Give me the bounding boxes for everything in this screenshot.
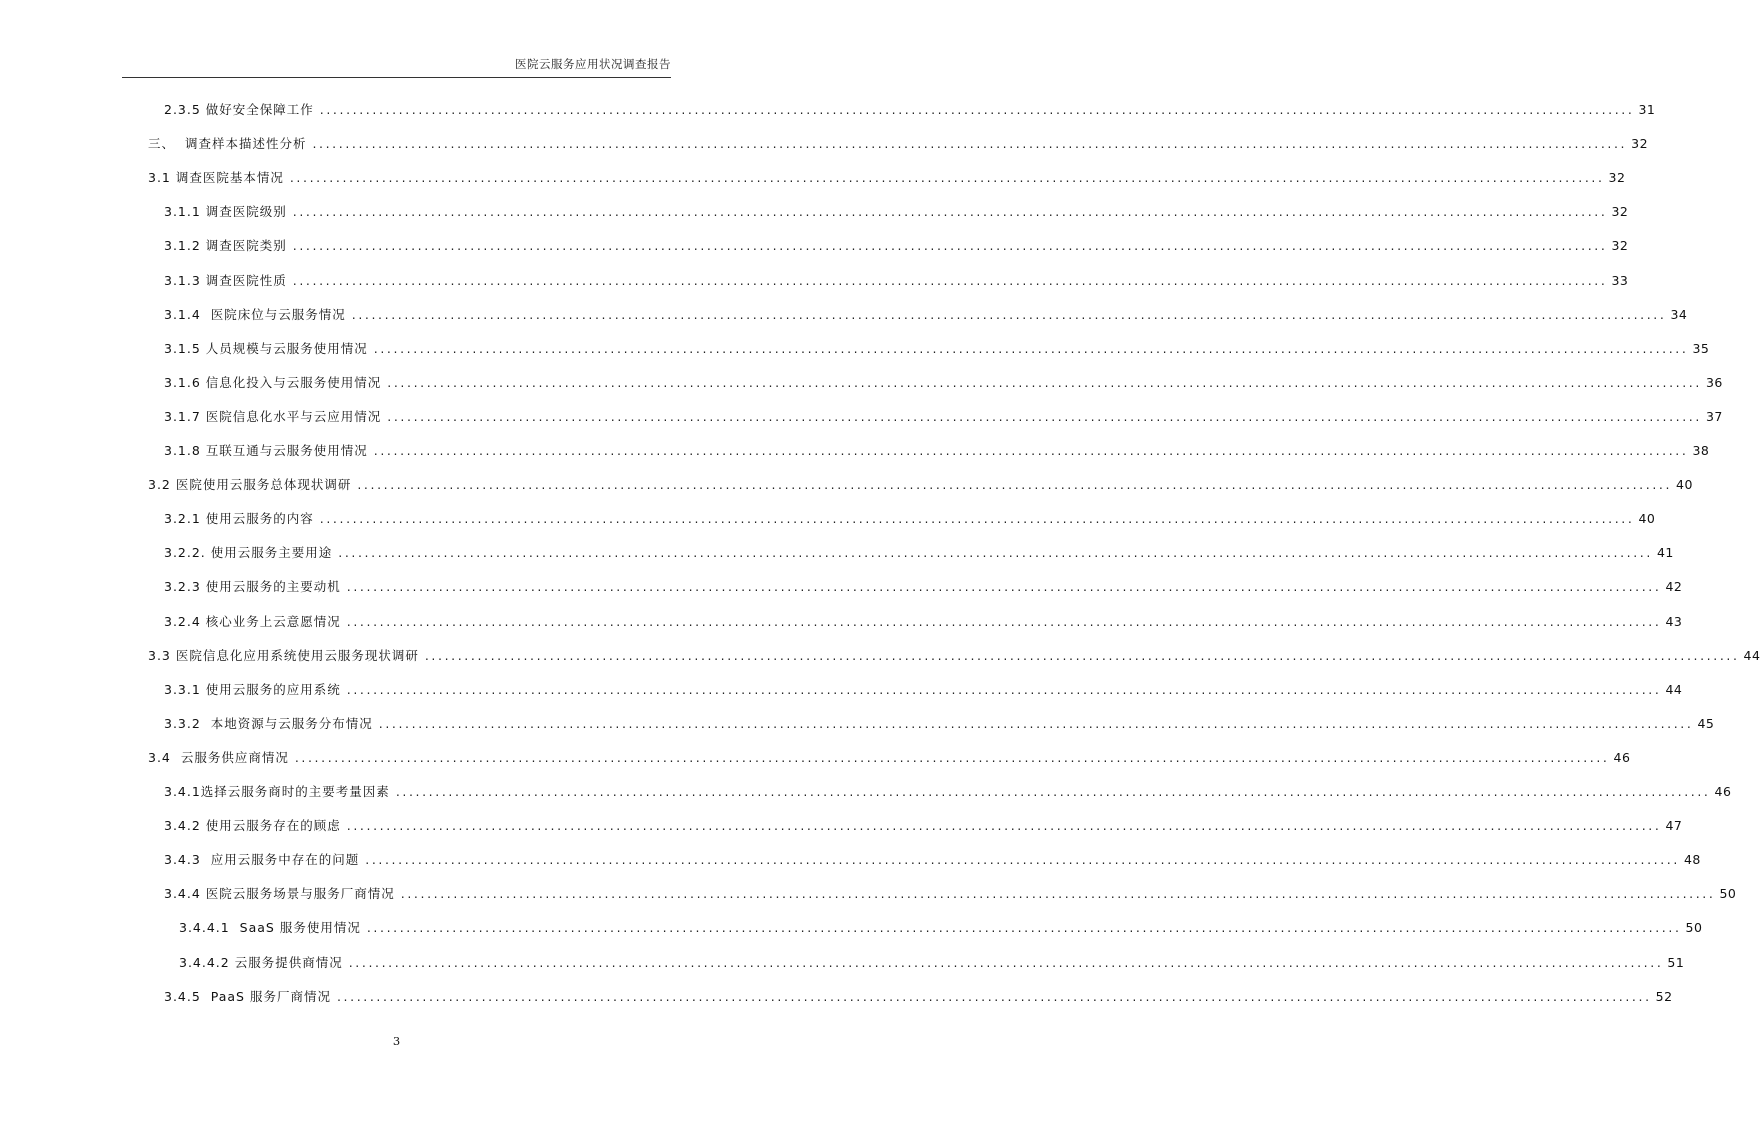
toc-dot-leader: ........................................................................................................................................................................................................: [346, 579, 1662, 595]
toc-dot-leader: ........................................................................................................................................................................................................: [289, 170, 1605, 186]
toc-entry[interactable]: [0, 134, 1649, 156]
toc-entry-page: 50: [1719, 886, 1737, 902]
toc-entry[interactable]: [0, 339, 1710, 361]
toc-entry[interactable]: [0, 100, 1656, 122]
toc-entry-page: 32: [1631, 136, 1649, 152]
toc-entry-page: 38: [1692, 443, 1710, 458]
toc-dot-leader: ........................................................................................................................................................................................................: [338, 545, 1653, 561]
toc-entry-label: 3.4.2 使用云服务存在的顾虑: [164, 818, 341, 834]
toc-dot-leader: ........................................................................................................................................................................................................: [292, 272, 1608, 288]
toc-entry-label: 3.4 云服务供应商情况: [148, 749, 289, 765]
toc-entry-page: 42: [1665, 579, 1683, 595]
toc-entry[interactable]: [0, 373, 1723, 395]
toc-dot-leader: ........................................................................................................................................................................................................: [387, 408, 1702, 424]
toc-entry[interactable]: [0, 577, 1683, 599]
toc-entry-page: 32: [1611, 238, 1629, 254]
toc-entry-page: 46: [1714, 784, 1732, 799]
toc-dot-leader: ........................................................................................................................................................................................................: [336, 988, 1652, 1004]
toc-entry-label: 3.1.8 互联互通与云服务使用情况: [164, 443, 368, 458]
toc-entry-label: 3.1.3 调查医院性质: [164, 272, 287, 288]
toc-entry[interactable]: [0, 168, 1626, 190]
toc-entry-label: 2.3.5 做好安全保障工作: [164, 102, 314, 117]
toc-entry-page: 37: [1705, 408, 1723, 424]
toc-entry-page: 44: [1665, 681, 1683, 697]
toc-entry[interactable]: [0, 441, 1710, 463]
toc-dot-leader: ........................................................................................................................................................................................................: [387, 374, 1702, 390]
toc-entry-page: 32: [1611, 204, 1629, 220]
toc-entry-label: 3.2.3 使用云服务的主要动机: [164, 579, 341, 595]
toc-entry-page: 31: [1638, 102, 1656, 117]
toc-entry-label: 三、 调查样本描述性分析: [148, 136, 307, 152]
toc-dot-leader: ........................................................................................................................................................................................................: [351, 306, 1667, 322]
toc-entry[interactable]: [0, 646, 1760, 668]
toc-entry[interactable]: [0, 612, 1683, 634]
toc-entry[interactable]: [0, 816, 1683, 838]
toc-entry-page: 43: [1665, 613, 1683, 629]
toc-entry-page: 40: [1638, 511, 1656, 527]
toc-dot-leader: ........................................................................................................................................................................................................: [378, 715, 1694, 731]
toc-dot-leader: ........................................................................................................................................................................................................: [357, 477, 1673, 493]
toc-entry[interactable]: [0, 407, 1723, 429]
toc-entry[interactable]: [0, 918, 1703, 940]
toc-entry[interactable]: [0, 714, 1715, 736]
toc-entry-page: 41: [1656, 545, 1674, 561]
toc-entry[interactable]: [0, 884, 1737, 906]
toc-entry-label: 3.1 调查医院基本情况: [148, 170, 284, 186]
toc-entry-label: 3.2 医院使用云服务总体现状调研: [148, 477, 352, 493]
toc-entry-label: 3.1.4 医院床位与云服务情况: [164, 306, 346, 322]
toc-entry[interactable]: [0, 543, 1674, 565]
toc-entry-label: 3.3.1 使用云服务的应用系统: [164, 681, 341, 697]
toc-entry-label: 3.4.4 医院云服务场景与服务厂商情况: [164, 886, 395, 902]
toc-dot-leader: ........................................................................................................................................................................................................: [294, 749, 1610, 765]
toc-entry[interactable]: [0, 987, 1673, 1009]
toc-entry-label: 3.4.4.1 SaaS 服务使用情况: [179, 920, 361, 936]
toc-dot-leader: ........................................................................................................................................................................................................: [400, 886, 1716, 902]
toc-entry-page: 50: [1685, 920, 1703, 936]
toc-dot-leader: ........................................................................................................................................................................................................: [365, 852, 1680, 868]
toc-entry-label: 3.3.2 本地资源与云服务分布情况: [164, 715, 373, 731]
toc-dot-leader: ........................................................................................................................................................................................................: [395, 784, 1711, 799]
toc-entry[interactable]: [0, 475, 1693, 497]
toc-entry-label: 3.4.1选择云服务商时的主要考量因素: [164, 784, 390, 799]
toc-entry-label: 3.1.5 人员规模与云服务使用情况: [164, 340, 368, 356]
toc-entry-page: 47: [1665, 818, 1683, 834]
toc-entry[interactable]: [0, 782, 1732, 804]
toc-entry-label: 3.2.4 核心业务上云意愿情况: [164, 613, 341, 629]
toc-entry-page: 46: [1613, 749, 1631, 765]
toc-entry-label: 3.4.5 PaaS 服务厂商情况: [164, 988, 331, 1004]
toc-dot-leader: ........................................................................................................................................................................................................: [292, 238, 1608, 254]
toc-dot-leader: ........................................................................................................................................................................................................: [424, 647, 1740, 663]
toc-entry-label: 3.4.3 应用云服务中存在的问题: [164, 852, 360, 868]
toc-dot-leader: ........................................................................................................................................................................................................: [373, 443, 1689, 458]
toc-entry[interactable]: [0, 850, 1701, 872]
toc-entry[interactable]: [0, 236, 1629, 258]
toc-dot-leader: ........................................................................................................................................................................................................: [373, 340, 1689, 356]
toc-entry-label: 3.4.4.2 云服务提供商情况: [179, 954, 343, 970]
toc-entry-label: 3.3 医院信息化应用系统使用云服务现状调研: [148, 647, 419, 663]
toc-entry-page: 36: [1705, 374, 1723, 390]
toc-entry-label: 3.1.7 医院信息化水平与云应用情况: [164, 408, 382, 424]
toc-dot-leader: ........................................................................................................................................................................................................: [319, 511, 1635, 527]
toc-entry-page: 32: [1608, 170, 1626, 186]
toc-dot-leader: ........................................................................................................................................................................................................: [348, 954, 1664, 970]
page-number: 3: [392, 1034, 401, 1048]
toc-dot-leader: ........................................................................................................................................................................................................: [292, 204, 1608, 220]
toc-entry-page: 44: [1743, 647, 1760, 663]
toc-entry-page: 34: [1670, 306, 1688, 322]
toc-entry-page: 35: [1692, 340, 1710, 356]
toc-dot-leader: ........................................................................................................................................................................................................: [312, 136, 1628, 152]
toc-entry[interactable]: [0, 953, 1685, 975]
toc-dot-leader: ........................................................................................................................................................................................................: [346, 613, 1662, 629]
toc-entry[interactable]: [0, 509, 1656, 531]
header-rule: [122, 77, 671, 78]
toc-dot-leader: ........................................................................................................................................................................................................: [346, 818, 1662, 834]
toc-entry-page: 40: [1676, 477, 1693, 493]
toc-dot-leader: ........................................................................................................................................................................................................: [319, 102, 1635, 117]
toc-entry-page: 52: [1655, 988, 1673, 1004]
toc-entry-label: 3.2.2. 使用云服务主要用途: [164, 545, 333, 561]
toc-entry[interactable]: [0, 202, 1629, 224]
toc-entry[interactable]: [0, 271, 1629, 293]
toc-entry[interactable]: [0, 305, 1688, 327]
toc-entry-label: 3.2.1 使用云服务的内容: [164, 511, 314, 527]
running-header: 医院云服务应用状况调查报告: [515, 57, 671, 71]
toc-entry-page: 51: [1667, 954, 1685, 970]
toc-entry-label: 3.1.2 调查医院类别: [164, 238, 287, 254]
toc-entry-label: 3.1.6 信息化投入与云服务使用情况: [164, 374, 382, 390]
toc-dot-leader: ........................................................................................................................................................................................................: [366, 920, 1682, 936]
toc-entry-label: 3.1.1 调查医院级别: [164, 204, 287, 220]
toc-dot-leader: ........................................................................................................................................................................................................: [346, 681, 1662, 697]
toc-entry-page: 33: [1611, 272, 1629, 288]
toc-entry[interactable]: [0, 680, 1683, 702]
toc-entry-page: 48: [1683, 852, 1701, 868]
toc-entry-page: 45: [1697, 715, 1715, 731]
toc-entry[interactable]: [0, 748, 1631, 770]
